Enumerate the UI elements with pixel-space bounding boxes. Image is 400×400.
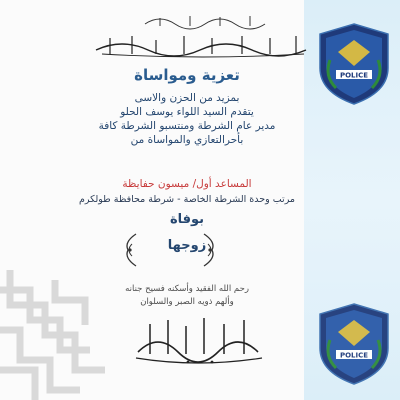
message-line-2: يتقدم السيد اللواء يوسف الحلو bbox=[120, 106, 254, 118]
recipient-unit: مرتب وحدة الشرطة الخاصة - شرطة محافظة طولكرم bbox=[78, 194, 296, 205]
death-word: بوفاة bbox=[169, 212, 205, 227]
recipient-line bbox=[60, 178, 314, 190]
deceased-relation: زوجها bbox=[167, 238, 207, 253]
message-line-4: بأحرالتعازي والمواساة من bbox=[130, 134, 244, 146]
prayer-line-1: رحم الله الفقيد وأسكنه فسيح جنانه bbox=[125, 284, 249, 294]
emblem-label: POLICE bbox=[339, 71, 369, 80]
police-emblem-icon bbox=[316, 302, 392, 386]
verse-calligraphy bbox=[92, 32, 314, 58]
basmala-calligraphy bbox=[140, 12, 280, 30]
message-line-1: بمزيد من الحزن والاسى bbox=[134, 92, 240, 104]
emblem-label-bottom: POLICE bbox=[339, 351, 369, 360]
prayer-line-2: وألهم ذويه الصبر والسلوان bbox=[140, 297, 234, 307]
footer-calligraphy bbox=[128, 312, 268, 368]
recipient-name: ميسون حفايظة bbox=[122, 178, 190, 190]
police-emblem-icon bbox=[316, 22, 392, 106]
message-line-3: مدير عام الشرطة ومنتسبو الشرطة كافة bbox=[98, 120, 276, 132]
recipient-rank: المساعد أول/ bbox=[192, 178, 252, 190]
page-title: تعزية ومواساة bbox=[134, 66, 240, 84]
